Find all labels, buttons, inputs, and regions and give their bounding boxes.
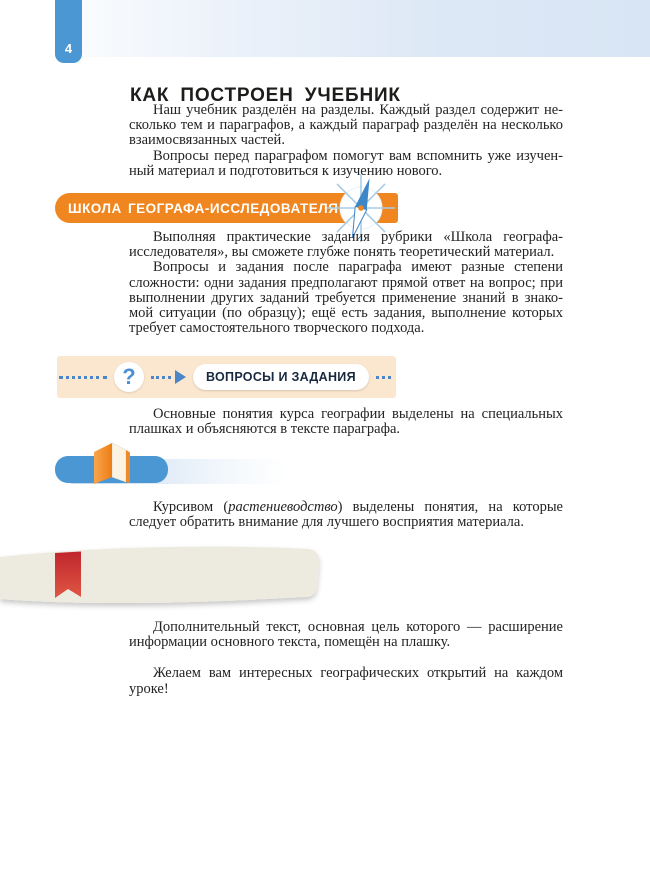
text-line: следует обратить внимание для лучшего восприятия материала. [129,514,524,531]
paragraph [129,620,563,650]
text-line: сложности: одни задания предполагают прямой ответ на вопрос; при [129,274,563,291]
paragraph [129,407,563,437]
text-line: взаимосвязанных частей. [129,132,285,149]
paragraph [129,260,563,336]
paragraph [129,500,563,530]
question-mark-badge [114,362,144,392]
text-line: Дополнительный текст, основная цель которого — расширение [153,619,563,635]
text-line: сколько тем и параграфов, а каждый параграф разделён на несколько [129,117,563,134]
text-line: мой ситуации (по образцу); ещё есть задания, выполнение которых [129,305,563,322]
italic-note-paragraph [129,500,563,530]
open-book-icon [86,440,138,487]
page-number-tab [55,0,82,63]
questions-rubric-label: ВОПРОСЫ И ЗАДАНИЯ [206,370,356,384]
text-line: Вопросы и задания после параграфа имеют разные степени [153,259,563,276]
dotted-line [151,376,171,379]
paragraph [129,666,563,696]
text-line: Желаем вам интересных географических открытий на каждом [153,665,563,682]
text-line: уроке! [129,680,169,697]
text-line: информации основного текста, помещён на плашку. [129,634,451,651]
text-line: исследователя», вы сможете глубже понять теоретический материал. [129,244,555,261]
closing-paragraphs [129,620,563,697]
dotted-line [59,376,107,379]
school-rubric-label: ШКОЛА ГЕОГРАФА-ИССЛЕДОВАТЕЛЯ [68,200,339,216]
questions-rubric-band [57,356,396,398]
text-line: Курсивом (растениеводство) выделены понятия, на которые [153,499,563,515]
text-line: Наш учебник разделён на разделы. Каждый раздел содержит не- [153,102,563,118]
dotted-line [376,376,391,379]
concepts-paragraph [129,407,563,437]
questions-rubric-pill [193,364,369,390]
extra-text-banner [0,542,338,614]
page-number: 4 [64,41,73,56]
banner-strip [0,547,319,603]
right-arrow-icon [175,370,186,384]
paragraph [129,103,563,149]
question-mark-icon: ? [122,364,136,389]
text-line: Вопросы перед параграфом помогут вам вспомнить уже изучен- [153,147,563,164]
text-line: ный материал и подготовиться к изучению нового. [129,162,443,179]
paragraph [129,230,563,260]
page-title: КАК ПОСТРОЕН УЧЕБНИК [130,84,401,106]
text-line: требует самостоятельного творческого подхода. [129,320,425,337]
school-paragraphs [129,230,563,336]
text-line: Выполняя практические задания рубрики «Школа географа- [153,229,563,245]
text-line: Основные понятия курса географии выделены на специальных [153,406,563,422]
header-band [55,0,650,57]
text-line: выполнении других заданий требуется применение знаний в знако- [129,289,563,306]
text-line: плашках и объясняются в тексте параграфа. [129,421,401,438]
intro-paragraphs [129,103,563,179]
